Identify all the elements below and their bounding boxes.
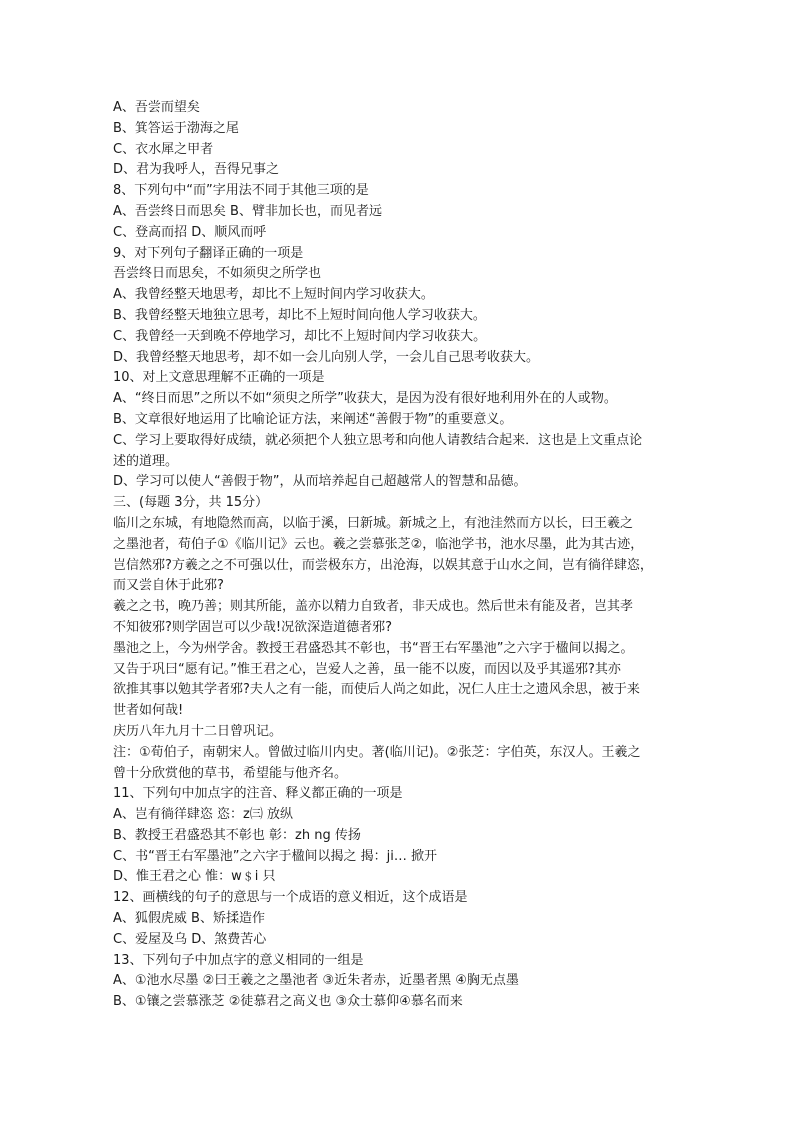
text-line: C、登高而招 D、顺风而呼 xyxy=(113,224,267,240)
text-line: A、岂有徜徉肆恣 恣：z㈢ 放纵 xyxy=(113,807,293,823)
text-line: 临川之东城，有地隐然而高，以临于溪，曰新城。新城之上，有池洼然而方以长，曰王羲之 xyxy=(113,515,634,531)
text-line: A、狐假虎威 B、矫揉造作 xyxy=(113,911,265,927)
text-line: 吾尝终日而思矣，不如须臾之所学也 xyxy=(113,266,322,282)
text-line: 9、对下列句子翻译正确的一项是 xyxy=(113,245,304,261)
text-line: 8、下列句中“而”字用法不同于其他三项的是 xyxy=(113,183,369,199)
text-line: 不知彼邪?则学固岂可以少哉!况欲深造道德者邪? xyxy=(113,619,393,635)
text-line: B、我曾经整天地独立思考，却比不上短时间向他人学习收获大。 xyxy=(113,307,486,323)
text-line: B、①镶之尝慕涨芝 ②徒慕君之高义也 ③众士慕仰④慕名而来 xyxy=(113,994,463,1010)
text-line: 10、对上文意思理解不正确的一项是 xyxy=(113,370,325,386)
text-line: B、文章很好地运用了比喻论证方法，来阐述“善假于物”的重要意义。 xyxy=(113,411,513,427)
text-line: D、学习可以使人“善假于物”，从而培养起自己超越常人的智慧和品德。 xyxy=(113,474,527,490)
text-line: C、爱屋及乌 D、煞费苦心 xyxy=(113,931,267,947)
text-line: 述的道理。 xyxy=(113,453,179,469)
text-line: C、衣水犀之甲者 xyxy=(113,141,214,157)
text-line: 岂信然邪?方羲之之不可强以仕，而尝极东方，出沧海，以娱其意于山水之间，岂有徜徉肆恣， xyxy=(113,557,653,573)
text-line: 庆历八年九月十二日曾巩记。 xyxy=(113,723,283,739)
text-line: A、①池水尽墨 ②曰王羲之之墨池者 ③近朱者赤，近墨者黑 ④胸无点墨 xyxy=(113,973,519,989)
text-line: A、“终日而思”之所以不如“须臾之所学”收获大，是因为没有很好地利用外在的人或物。 xyxy=(113,391,617,407)
text-line: 13、下列句子中加点字的意义相同的一组是 xyxy=(113,952,364,968)
text-line: 曾十分欣赏他的草书，希望能与他齐名。 xyxy=(113,765,348,781)
text-line: C、我曾经一天到晚不停地学习，却比不上短时间内学习收获大。 xyxy=(113,328,487,344)
text-line: 11、下列句中加点字的注音、释义都正确的一项是 xyxy=(113,786,403,802)
text-line: B、教授王君盛恐其不彰也 彰：zh ng 传扬 xyxy=(113,827,361,843)
text-line: 羲之之书，晚乃善；则其所能，盖亦以精力自致者，非天成也。然后世未有能及者，岂其孝 xyxy=(113,599,634,615)
text-line: A、吾尝终日而思矣 B、臂非加长也，而见者远 xyxy=(113,203,382,219)
text-line: 三、(每题 3分，共 15分） xyxy=(113,495,269,511)
text-line: D、君为我呼人，吾得兄事之 xyxy=(113,162,280,178)
text-line: 之墨池者，荀伯子①《临川记》云也。羲之尝慕张芝②，临池学书，池水尽墨，此为其古迹， xyxy=(113,536,644,552)
text-line: 世者如何哉! xyxy=(113,703,184,719)
text-line: D、惟王君之心 惟：w﹩i 只 xyxy=(113,869,276,885)
text-line: 墨池之上，今为州学舍。教授王君盛恐其不彰也，书“晋王右军墨池”之六字于楹间以揭之。 xyxy=(113,640,634,656)
text-line: 而又尝自休于此邪? xyxy=(113,578,224,594)
text-line: D、我曾经整天地思考，却不如一会儿向别人学，一会儿自己思考收获大。 xyxy=(113,349,540,365)
text-line: A、吾尝而望矣 xyxy=(113,100,200,115)
text-line: C、学习上要取得好成绩，就必须把个人独立思考和向他人请教结合起来．这也是上文重点论 xyxy=(113,432,643,448)
text-line: 12、画横线的句子的意思与一个成语的意义相近，这个成语是 xyxy=(113,890,468,906)
text-line: C、书“晋王右军墨池”之六字于楹间以揭之 揭：ji… 掀开 xyxy=(113,848,438,864)
text-line: B、箕答运于渤海之尾 xyxy=(113,120,239,136)
document-body xyxy=(113,98,681,1013)
text-line: 注：①荀伯子，南朝宋人。曾做过临川内史。著(临川记)。②张芝：字伯英，东汉人。王羲之 xyxy=(113,744,641,760)
text-line: 又告于巩曰“愿有记。”惟王君之心，岂爱人之善，虽一能不以废，而因以及乎其遥邪?其亦 xyxy=(113,661,621,677)
text-line: A、我曾经整天地思考，却比不上短时间内学习收获大。 xyxy=(113,287,434,303)
text-line: 欲推其事以勉其学者邪?夫人之有一能，而使后人尚之如此，况仁人庄士之遗风余思，被于来 xyxy=(113,682,640,698)
